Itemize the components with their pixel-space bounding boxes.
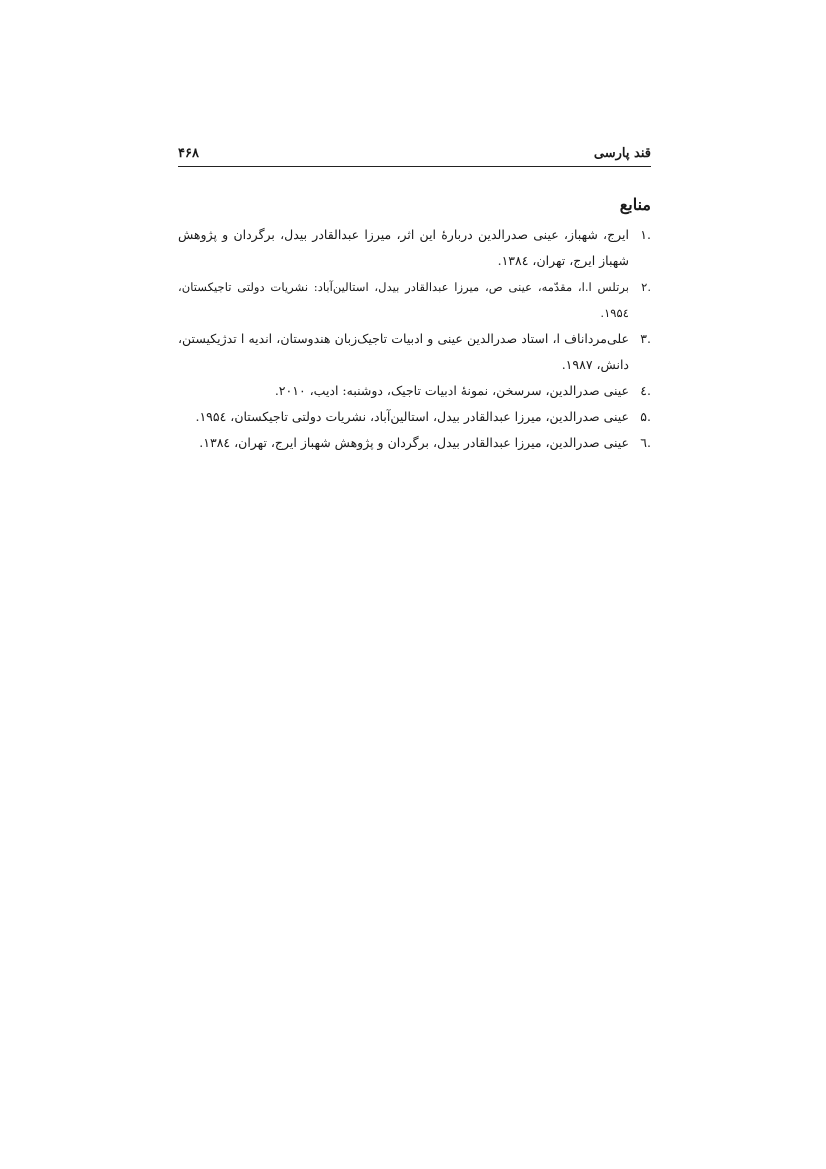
reference-item (178, 326, 651, 378)
reference-item (178, 222, 651, 274)
reference-text: عینی صدرالدین، میرزا عبدالقادر بیدل، استالین‌آباد، نشریات دولتی تاجیکستان، ۱۹۵٤. (195, 409, 629, 424)
section-heading: منابع (619, 195, 651, 214)
references-section (178, 194, 651, 456)
reference-text: برتلس ا.ا، مقدّمه، عینی ص، میرزا عبدالقادر بیدل، استالین‌آباد: نشریات دولتی تاجیکستان، ۱۹۵٤. (178, 280, 629, 320)
reference-number: .۵ (640, 409, 651, 424)
running-title: قند پارسی (593, 146, 651, 161)
reference-number: .۳ (640, 331, 651, 346)
reference-text: علی‌مرداناف ا، استاد صدرالدین عینی و ادبیات تاجیک‌زبان هندوستان، اندیه ا تدژیکیستن، دانش، ۱۹۸۷. (178, 331, 629, 372)
reference-item (178, 274, 651, 326)
reference-text: عینی صدرالدین، میرزا عبدالقادر بیدل، برگردان و پژوهش شهباز ایرج، تهران، ۱۳۸٤. (199, 435, 629, 450)
reference-text: ایرج، شهباز، عینی صدرالدین دربارهٔ این اثر، میرزا عبدالقادر بیدل، برگردان و پژوهش شهباز ایرج، تهران، ۱۳۸٤. (178, 227, 629, 268)
reference-item (178, 378, 651, 404)
reference-number: .٦ (640, 435, 651, 450)
page-header (178, 142, 651, 167)
reference-item (178, 430, 651, 456)
reference-text: عینی صدرالدین، سرسخن، نمونهٔ ادبیات تاجیک، دوشنبه: ادیب، ۲۰۱۰. (274, 383, 629, 398)
reference-list (178, 222, 651, 456)
reference-number: .۲ (641, 280, 651, 294)
page-number: ۴۶۸ (178, 146, 199, 161)
reference-item (178, 404, 651, 430)
reference-number: .٤ (640, 383, 651, 398)
reference-number: .۱ (640, 227, 651, 242)
